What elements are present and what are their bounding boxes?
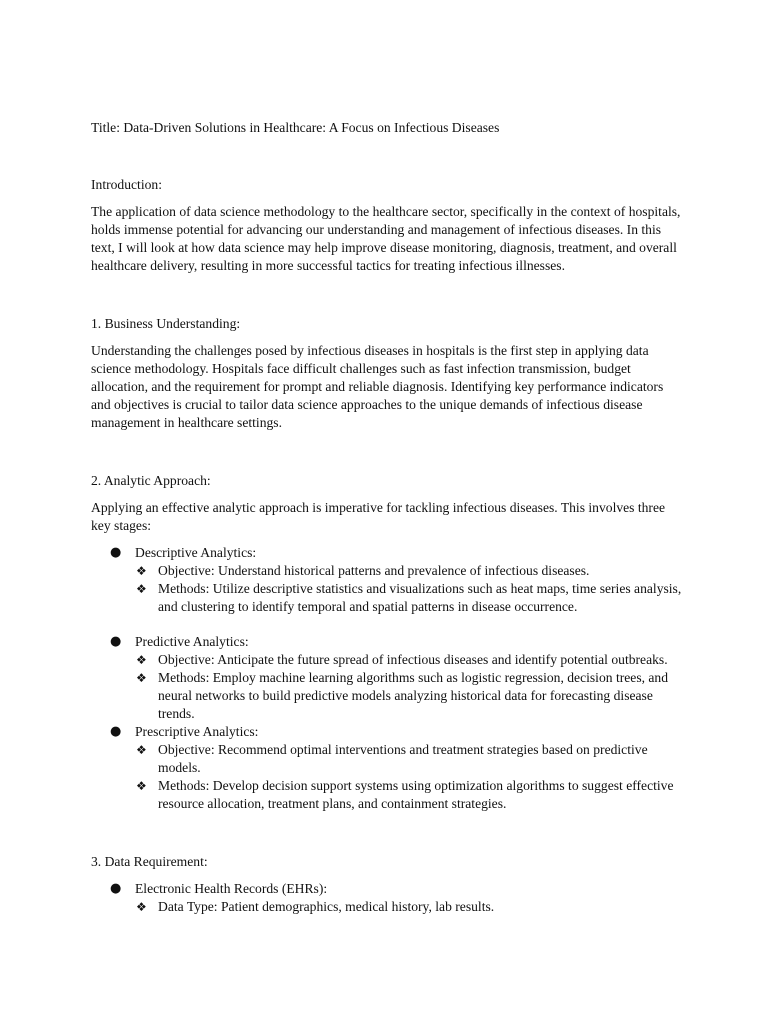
introduction-paragraph: The application of data science methodology to the healthcare sector, specifically in the context of hospitals, holds immense potential for advancing our understanding and management of infectious diseases. In this text, I will look at how data science may help improve disease monitoring, diagnosis, treatment, and overall healthcare delivery, resulting in more successful tactics for treating infectious illnesses. <box>91 204 681 273</box>
sub-list-item <box>135 777 685 813</box>
analytic-approach-paragraph: Applying an effective analytic approach is imperative for tackling infectious diseases. This involves three key stages: <box>91 500 666 533</box>
bullet-icon: ● <box>110 634 122 649</box>
list-item <box>91 633 685 723</box>
sub-list-item-text: Methods: Utilize descriptive statistics and visualizations such as heat maps, time series analysis, and clustering to identify temporal and spatial patterns in disease occurrence. <box>158 581 682 614</box>
sub-list-item-text: Methods: Develop decision support systems using optimization algorithms to suggest effective resource allocation, treatment plans, and containment strategies. <box>158 778 674 811</box>
sub-list-item <box>135 580 685 616</box>
business-understanding-paragraph: Understanding the challenges posed by infectious diseases in hospitals is the first step in applying data science methodology. Hospitals face difficult challenges such as fast infection transmission, budget allocation, and the requirement for prompt and reliable diagnosis. Identifying key performance indicators and objectives is crucial to tailor data science approaches to the unique demands of infectious disease management in healthcare settings. <box>91 343 664 430</box>
list-item-label: Predictive Analytics: <box>135 634 249 649</box>
sub-list <box>135 562 685 616</box>
document-title: Title: Data-Driven Solutions in Healthcare: A Focus on Infectious Diseases <box>91 120 500 135</box>
sub-list <box>135 898 685 916</box>
diamond-bullet-icon: ❖ <box>136 743 147 757</box>
sub-list-item <box>135 651 685 669</box>
sub-list-item <box>135 741 685 777</box>
data-requirement-heading: 3. Data Requirement: <box>91 854 208 869</box>
diamond-bullet-icon: ❖ <box>136 779 147 793</box>
bullet-icon: ● <box>110 545 122 560</box>
sub-list-item <box>135 562 685 580</box>
diamond-bullet-icon: ❖ <box>136 564 147 578</box>
list-item-label: Descriptive Analytics: <box>135 545 257 560</box>
sub-list <box>135 741 685 813</box>
diamond-bullet-icon: ❖ <box>136 671 147 685</box>
sub-list-item-text: Data Type: Patient demographics, medical history, lab results. <box>158 899 495 914</box>
list-item-label: Prescriptive Analytics: <box>135 724 259 739</box>
business-understanding-heading: 1. Business Understanding: <box>91 316 241 331</box>
sub-list-item <box>135 898 685 916</box>
analytic-stages-list <box>91 544 685 813</box>
sub-list <box>135 651 685 723</box>
sub-list-item-text: Methods: Employ machine learning algorithms such as logistic regression, decision trees, and neural networks to build predictive models analyzing historical data for forecasting disease trends. <box>158 670 669 721</box>
list-item <box>91 544 685 616</box>
diamond-bullet-icon: ❖ <box>136 582 147 596</box>
list-item <box>91 880 685 916</box>
bullet-icon: ● <box>110 724 122 739</box>
diamond-bullet-icon: ❖ <box>136 900 147 914</box>
sub-list-item-text: Objective: Understand historical patterns and prevalence of infectious diseases. <box>158 563 590 578</box>
document-body <box>91 119 685 916</box>
bullet-icon: ● <box>110 881 122 896</box>
sub-list-item-text: Objective: Recommend optimal interventions and treatment strategies based on predictive models. <box>158 742 648 775</box>
data-requirement-list <box>91 880 685 916</box>
list-item-label: Electronic Health Records (EHRs): <box>135 881 328 896</box>
analytic-approach-heading: 2. Analytic Approach: <box>91 473 211 488</box>
list-item <box>91 723 685 813</box>
sub-list-item <box>135 669 685 723</box>
diamond-bullet-icon: ❖ <box>136 653 147 667</box>
introduction-heading: Introduction: <box>91 177 162 192</box>
sub-list-item-text: Objective: Anticipate the future spread of infectious diseases and identify potential outbreaks. <box>158 652 668 667</box>
